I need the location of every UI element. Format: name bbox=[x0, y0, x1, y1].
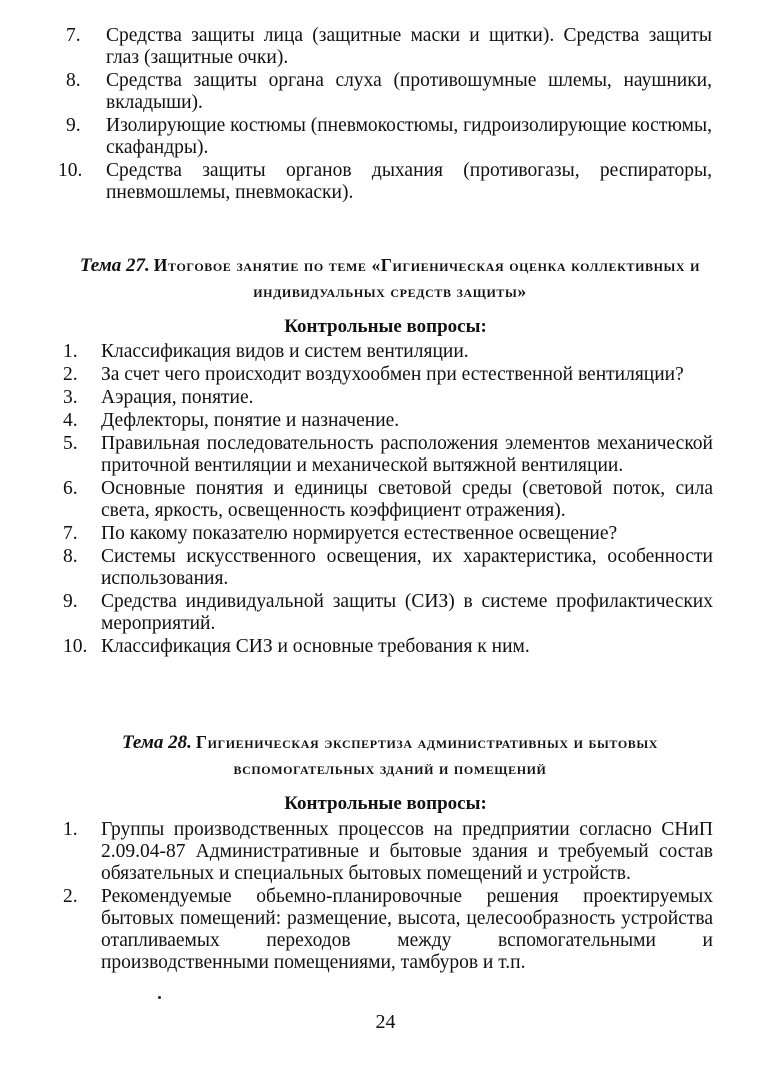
list-item-text: Основные понятия и единицы световой среды (световой поток, сила света, яркость, освещенность коэффициент отражения). bbox=[101, 478, 713, 521]
list-item-number: 4. bbox=[63, 410, 78, 431]
topic-label: Тема 27. bbox=[79, 255, 150, 276]
list-item bbox=[66, 70, 712, 114]
topic-title: Гигиеническая экспертиза административных и бытовых вспомогательных зданий и помещений bbox=[195, 732, 659, 778]
list-item-number: 10. bbox=[58, 160, 83, 181]
list-item-text: Классификация СИЗ и основные требования к ним. bbox=[101, 636, 530, 657]
list-item bbox=[63, 591, 713, 635]
list-item-text: Группы производственных процессов на предприятии согласно СНиП 2.09.04-87 Административные и бытовые здания и требуемый состав обязательных и специальных бытовых помещений и устройств. bbox=[101, 819, 713, 884]
list-item-number: 2. bbox=[63, 886, 78, 907]
list-item-text: Классификация видов и систем вентиляции. bbox=[101, 341, 469, 362]
list-item-text: Системы искусственного освещения, их характеристика, особенности использования. bbox=[101, 546, 713, 589]
list-item-number: 1. bbox=[63, 819, 78, 840]
list-item bbox=[63, 364, 713, 386]
list-item bbox=[63, 886, 713, 974]
list-item bbox=[63, 523, 713, 545]
topic-28-question-list bbox=[63, 819, 713, 975]
list-item-text: Дефлекторы, понятие и назначение. bbox=[101, 410, 400, 431]
list-item bbox=[66, 115, 712, 159]
topic-title: Итоговое занятие по теме «Гигиеническая оценка коллективных и индивидуальных средств защиты» bbox=[153, 255, 701, 301]
list-item bbox=[63, 478, 713, 522]
topic-27-question-list bbox=[63, 341, 713, 659]
list-item bbox=[63, 410, 713, 432]
list-item bbox=[63, 341, 713, 363]
list-item-number: 8. bbox=[66, 70, 81, 91]
list-item bbox=[63, 819, 713, 885]
list-item bbox=[63, 636, 713, 658]
list-item-text: Средства защиты органов дыхания (противогазы, респираторы, пневмошлемы, пневмокаски). bbox=[106, 160, 712, 203]
topic-27-heading bbox=[60, 253, 720, 305]
print-speck bbox=[158, 996, 161, 999]
list-item bbox=[58, 160, 712, 204]
list-item-text: Рекомендуемые обьемно-планировочные решения проектируемых бытовых помещений: размещение, высота, целесообразность устройства отапливаемых переходов между вспомогательными и производственными помещениями, тамбуров и т.п. bbox=[101, 886, 713, 973]
control-questions-heading: Контрольные вопросы: bbox=[284, 793, 487, 814]
list-item-text: Правильная последовательность расположения элементов механической приточной вентиляции и механической вытяжной вентиляции. bbox=[101, 433, 713, 476]
list-item bbox=[63, 433, 713, 477]
list-item-text: За счет чего происходит воздухообмен при естественной вентиляции? bbox=[101, 364, 684, 385]
list-item-text: По какому показателю нормируется естественное освещение? bbox=[101, 523, 618, 544]
list-item-number: 9. bbox=[63, 591, 78, 612]
list-item-number: 9. bbox=[66, 115, 81, 136]
list-item-number: 1. bbox=[63, 341, 78, 362]
list-item-number: 8. bbox=[63, 546, 78, 567]
continued-question-list bbox=[58, 25, 712, 205]
list-item-text: Средства защиты лица (защитные маски и щитки). Средства защиты глаз (защитные очки). bbox=[106, 25, 712, 68]
list-item-text: Средства индивидуальной защиты (СИЗ) в системе профилактических мероприятий. bbox=[101, 591, 713, 634]
topic-28-heading bbox=[60, 730, 720, 782]
control-questions-heading: Контрольные вопросы: bbox=[284, 316, 487, 337]
list-item-number: 7. bbox=[63, 523, 78, 544]
list-item bbox=[66, 25, 712, 69]
list-item-number: 3. bbox=[63, 387, 78, 408]
list-item-number: 6. bbox=[63, 478, 78, 499]
list-item-number: 5. bbox=[63, 433, 78, 454]
list-item-number: 2. bbox=[63, 364, 78, 385]
list-item-text: Аэрация, понятие. bbox=[101, 387, 254, 408]
page-number: 24 bbox=[375, 1011, 396, 1033]
list-item-number: 7. bbox=[66, 25, 81, 46]
list-item-text: Средства защиты органа слуха (противошумные шлемы, наушники, вкладыши). bbox=[106, 70, 712, 113]
list-item bbox=[63, 387, 713, 409]
list-item bbox=[63, 546, 713, 590]
topic-label: Тема 28. bbox=[121, 732, 192, 753]
list-item-number: 10. bbox=[63, 636, 88, 657]
list-item-text: Изолирующие костюмы (пневмокостюмы, гидроизолирующие костюмы, скафандры). bbox=[106, 115, 712, 158]
